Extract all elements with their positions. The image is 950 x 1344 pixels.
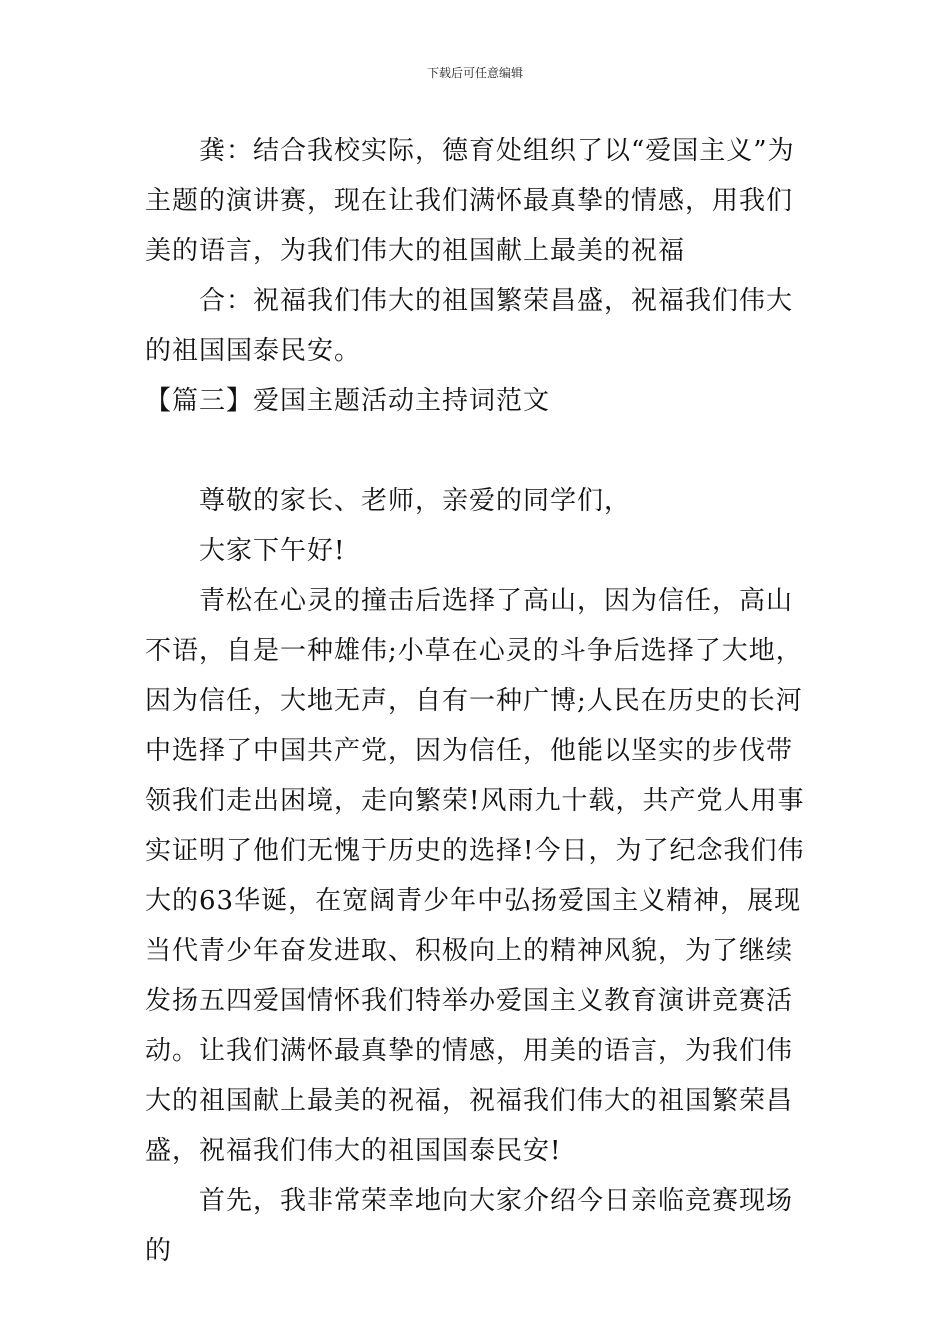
page-header: 下载后可任意编辑 <box>426 66 523 80</box>
document-body <box>145 126 809 1276</box>
paragraph-intro: 首先，我非常荣幸地向大家介绍今日亲临竞赛现场的 <box>145 1186 794 1266</box>
paragraph-main: 青松在心灵的撞击后选择了高山，因为信任，高山不语，自是一种雄伟;小草在心灵的斗争后选择了大地，因为信任，大地无声，自有一种广博;人民在历史的长河中选择了中国共产党，因为信任，他能以坚实的步伐带领我们走出困境，走向繁荣!风雨九十载，共产党人用事实证明了他们无愧于历史的选择!今日，为了纪念我们伟大的63华诞，在宽阔青少年中弘扬爱国主义精神，展现当代青少年奋发进取、积极向上的精神风貌，为了继续发扬五四爱国情怀我们特举办爱国主义教育演讲竞赛活动。让我们满怀最真挚的情感，用美的语言，为我们伟大的祖国献上最美的祝福，祝福我们伟大的祖国繁荣昌盛，祝福我们伟大的祖国国泰民安! <box>145 586 805 1166</box>
greeting-line: 尊敬的家长、老师，亲爱的同学们， <box>199 486 632 516</box>
greeting-line-2: 大家下午好! <box>199 536 346 566</box>
blank-line <box>145 426 809 476</box>
section-title: 【篇三】爱国主题活动主持词范文 <box>145 386 551 416</box>
paragraph-he: 合：祝福我们伟大的祖国繁荣昌盛，祝福我们伟大的祖国国泰民安。 <box>145 286 794 366</box>
paragraph-gong: 龚：结合我校实际，德育处组织了以“爱国主义”为主题的演讲赛，现在让我们满怀最真挚的情感，用我们美的语言，为我们伟大的祖国献上最美的祝福 <box>145 136 795 266</box>
